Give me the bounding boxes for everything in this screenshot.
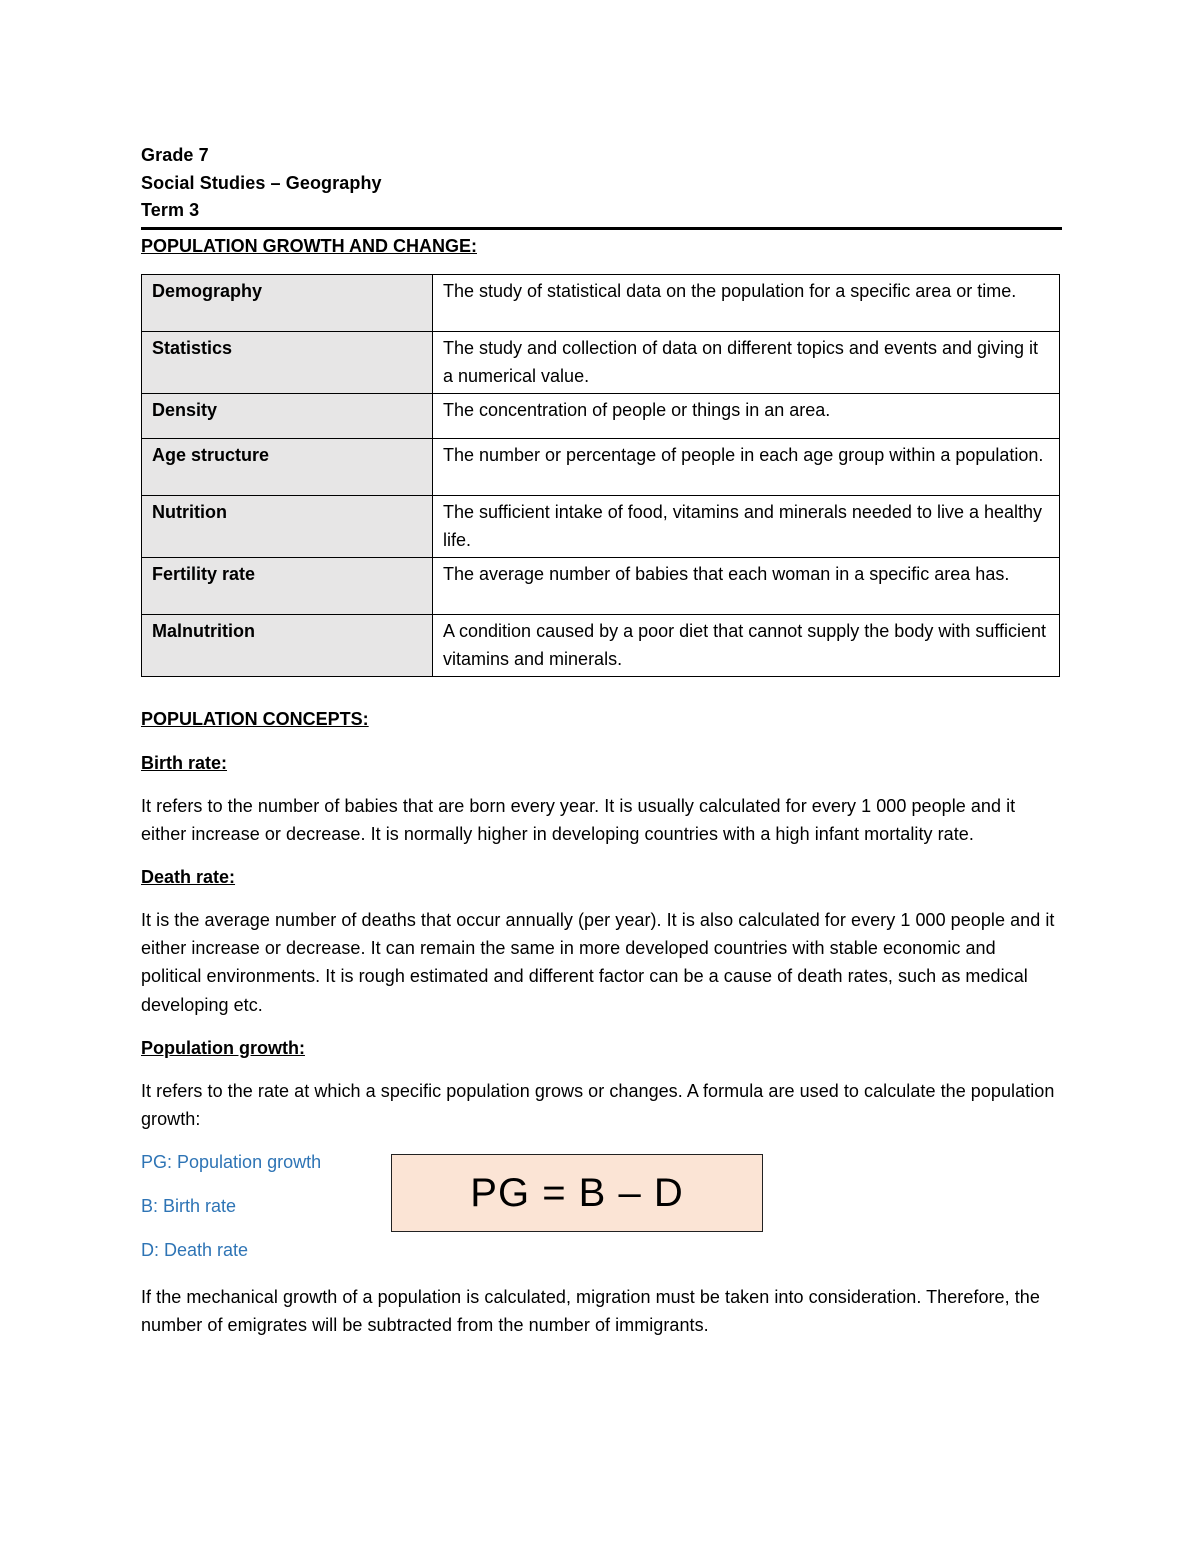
table-row [142, 274, 1060, 331]
header-rule [141, 227, 1062, 230]
definition-cell: The concentration of people or things in an area. [433, 393, 1060, 438]
legend-b: B: Birth rate [141, 1196, 237, 1217]
table-row [142, 438, 1060, 495]
legend-d: D: Death rate [141, 1240, 249, 1261]
term-cell: Statistics [142, 331, 433, 393]
section-title-concepts: POPULATION CONCEPTS: [141, 708, 369, 729]
term-line: Term 3 [141, 200, 200, 220]
definition-cell: The average number of babies that each woman in a specific area has. [433, 557, 1060, 614]
term-cell: Nutrition [142, 495, 433, 557]
definitions-table [141, 274, 1060, 677]
definition-cell: A condition caused by a poor diet that cannot supply the body with sufficient vitamins and minerals. [433, 614, 1060, 676]
migration-text: If the mechanical growth of a population is calculated, migration must be taken into consideration. Therefore, the number of emigrates will be subtracted from the number of immigrants. [141, 1287, 1040, 1336]
formula-text: PG = B – D [470, 1170, 684, 1215]
subject-line: Social Studies – Geography [141, 172, 382, 193]
definition-cell: The number or percentage of people in each age group within a population. [433, 438, 1060, 495]
table-row [142, 393, 1060, 438]
definition-cell: The study of statistical data on the population for a specific area or time. [433, 274, 1060, 331]
grade-line: Grade 7 [141, 145, 209, 165]
table-row [142, 557, 1060, 614]
term-cell: Age structure [142, 438, 433, 495]
table-row [142, 614, 1060, 676]
document-page [141, 142, 1061, 1340]
formula-area [141, 1150, 1061, 1282]
section-title-growth-change: POPULATION GROWTH AND CHANGE: [141, 235, 477, 256]
definition-cell: The study and collection of data on different topics and events and giving it a numerical value. [433, 331, 1060, 393]
formula-box [391, 1154, 763, 1232]
birth-rate-heading: Birth rate: [141, 752, 228, 773]
death-rate-heading: Death rate: [141, 866, 236, 887]
table-row [142, 331, 1060, 393]
term-cell: Malnutrition [142, 614, 433, 676]
birth-rate-text: It refers to the number of babies that are born every year. It is usually calculated for every 1 000 people and it either increase or decrease. It is normally higher in developing countries with a high infant mortality rate. [141, 795, 1016, 844]
definition-cell: The sufficient intake of food, vitamins and minerals needed to live a healthy life. [433, 495, 1060, 557]
term-cell: Fertility rate [142, 557, 433, 614]
population-growth-text: It refers to the rate at which a specific population grows or changes. A formula are used to calculate the population growth: [141, 1080, 1055, 1129]
table-row [142, 495, 1060, 557]
population-growth-heading: Population growth: [141, 1037, 305, 1058]
term-cell: Demography [142, 274, 433, 331]
legend-pg: PG: Population growth [141, 1152, 322, 1173]
death-rate-text: It is the average number of deaths that occur annually (per year). It is also calculated for every 1 000 people and it either increase or decrease. It can remain the same in more developed countries with stable economic and political environments. It is rough estimated and different factor can be a cause of death rates, such as medical developing etc. [141, 909, 1055, 1015]
term-cell: Density [142, 393, 433, 438]
